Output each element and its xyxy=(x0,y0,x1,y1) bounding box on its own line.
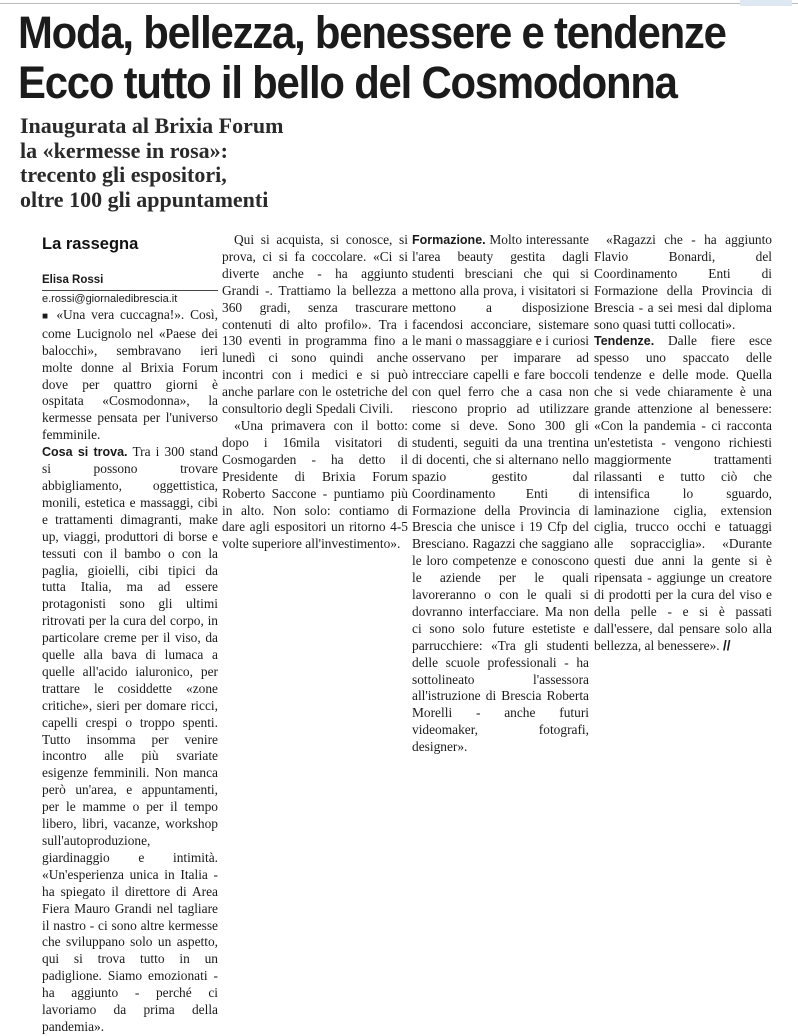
paragraph xyxy=(222,418,408,553)
section-rubric: La rassegna xyxy=(42,235,139,253)
subhead-line-4: oltre 100 gli appuntamenti xyxy=(20,186,269,212)
paragraph-text: «Ragazzi che - ha aggiunto Flavio Bonardi, del Coordinamento Enti di Formazione della Provincia di Brescia - a sei mesi dal diploma sono quasi tutti collocati». xyxy=(594,232,772,332)
paragraph xyxy=(222,232,408,418)
author-email: e.rossi@giornaledibrescia.it xyxy=(42,292,178,305)
lead-in-formazione: Formazione. xyxy=(412,233,486,247)
page-tag xyxy=(740,0,792,6)
paragraph xyxy=(412,232,589,756)
byline-rule xyxy=(42,290,218,291)
article-column-2 xyxy=(222,232,408,553)
article-column-3 xyxy=(412,232,589,756)
subhead-line-3: trecento gli espositori, xyxy=(20,162,227,187)
paragraph-text: «Una vera cuccagna!». Così, come Lucignolo nel «Paese dei balocchi», sembravano ieri molte donne al Brixia Forum dove per quattro giorni è ospitata «Cosmodonna», la kermesse pensata per l'universo femminile. xyxy=(42,306,218,443)
paragraph xyxy=(594,232,772,333)
end-mark: // xyxy=(723,637,731,653)
paragraph xyxy=(42,307,218,444)
subhead-line-2: la «kermesse in rosa»: xyxy=(20,137,228,163)
paragraph-square-icon: ■ xyxy=(42,310,51,322)
headline-line-2: Ecco tutto il bello del Cosmodonna xyxy=(18,57,677,108)
paragraph-text: Qui si acquista, si conosce, si prova, ci si fa coccolare. «Ci si diverte anche - ha aggiunto Grandi -. Trattiamo la bellezza a 360 gradi, senza trascurare contenuti di alto profilo». Tra i 130 eventi in programma fino a lunedì ci sono quindi anche incontri con i medici e si può anche parlare con le ostetriche del consultorio degli Spedali Civili. xyxy=(222,232,408,417)
paragraph-text: Tra i 300 stand si possono trovare abbigliamento, oggettistica, monili, estetica e massaggi, cibi e trattamenti dimagranti, make up, viaggi, produttori di borse e tessuti con il bambo o con la paglia, gioielli, cibi tipici da tutta Italia, ma ad essere protagonisti sono gli ultimi ritrovati per la cura del corpo, in particolare creme per il viso, da quelle alla bava di lumaca a quelle all'acido ialuronico, per trattare le cosiddette «zone critiche», sieri per domare ricci, capelli crespi o troppo spenti. Tutto insomma per venire incontro alle più svariate esigenze femminili. Non manca però un'area, e appuntamenti, per le mamme o per il tempo libero, libri, vacanze, workshop sull'autoproduzione, giardinaggio e intimità. «Un'esperienza unica in Italia - ha spiegato il direttore di Area Fiera Mauro Grandi nel tagliare il nastro - ci sono altre kermesse che sviluppano solo un aspetto, qui si trova tutto in un padiglione. Siamo emozionati - ha aggiunto - perché ci lavoriamo da prima della pandemia». xyxy=(42,444,218,1034)
paragraph-text: Molto interessante l'area beauty gestita dagli studenti bresciani che qui si mettono alla prova, i visitatori si mettono a disposizione facendosi acconciare, sistemare le mani o massaggiare e i curiosi osservano per imparare ad intrecciare capelli e fare boccoli con quel ferro che a casa non riescono proprio ad utilizzare come si deve. Sono 300 gli studenti, seguiti da una trentina di docenti, che si alternano nello spazio gestito dal Coordinamento Enti di Formazione della Provincia di Brescia che unisce i 19 Cfp del Bresciano. Ragazzi che saggiano le loro competenze e conoscono le aziende per le quali lavoreranno o con le quali si dovranno interfacciare. Ma non ci sono solo future estetiste e parrucchiere: «Tra gli studenti delle scuole professionali - ha sottolineato l'assessora all'istruzione di Brescia Roberta Morelli - anche futuri videomaker, fotografi, designer». xyxy=(412,232,589,755)
lead-in-cosa-si-trova: Cosa si trova. xyxy=(42,445,128,460)
author-name: Elisa Rossi xyxy=(42,273,104,286)
subheadline xyxy=(20,114,440,212)
article-column-4 xyxy=(594,232,772,655)
top-rule xyxy=(0,3,798,4)
paragraph-text: «Una primavera con il botto: dopo i 16mila visitatori di Cosmogarden - ha detto il Presidente di Brixia Forum Roberto Saccone - puntiamo più in alto. Non solo: contiamo di dare agli espositori un ritorno 4-5 volte superiore all'investimento». xyxy=(222,417,408,552)
paragraph-text: Dalle fiere esce spesso uno spaccato delle tendenze e delle mode. Quella che si vede chiaramente è una grande attenzione al benessere: «Con la pandemia - ci racconta un'estetista - vengono richiesti maggiormente trattamenti rilassanti e tutto ciò che intensifica lo sguardo, laminazione ciglia, extension ciglia, trucco occhi e tatuaggi alle sopracciglia». «Durante questi due anni la gente si è ripensata - aggiunge un creatore di prodotti per la cura del viso e della pelle - e si è passati dall'essere, dal pensare solo alla bellezza, al benessere». xyxy=(594,333,772,653)
headline xyxy=(18,8,734,108)
headline-line-1: Moda, bellezza, benessere e tendenze xyxy=(18,7,726,58)
paragraph xyxy=(42,444,218,1036)
paragraph xyxy=(594,333,772,654)
lead-in-tendenze: Tendenze. xyxy=(594,334,655,349)
subhead-line-1: Inaugurata al Brixia Forum xyxy=(20,113,284,138)
article-column-1 xyxy=(42,232,218,1036)
